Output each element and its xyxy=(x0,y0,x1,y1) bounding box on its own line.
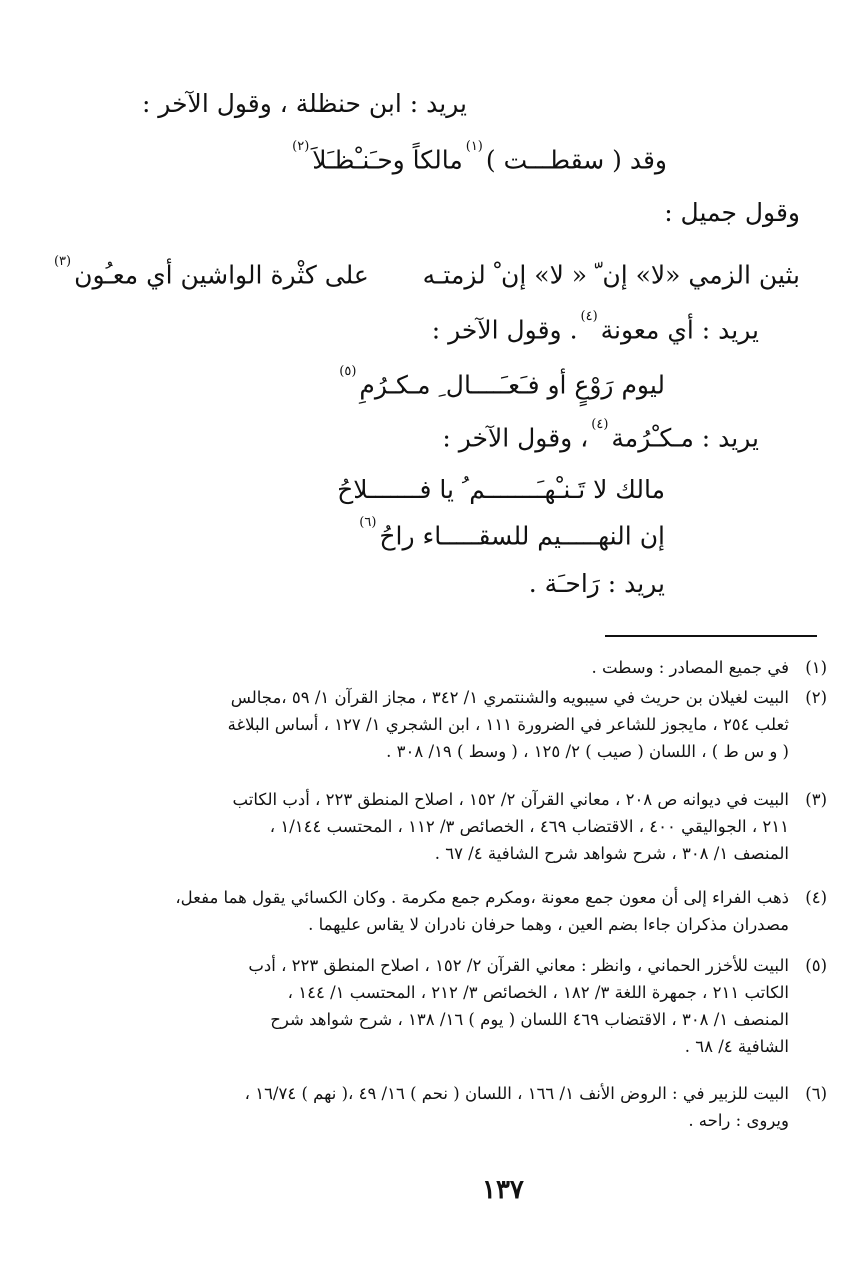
footnote-6 xyxy=(147,1080,827,1134)
footnote-line: مصدران مذكران جاءا بضم العين ، وهما حرفان نادران لا يقاس عليهما . xyxy=(308,915,789,934)
footnote-line: البيت لغيلان بن حريث في سيبويه والشنتمري ١/ ٣٤٢ ، مجاز القرآن ١/ ٥٩ ،مجالس xyxy=(230,688,789,707)
footnote-number: (٥) xyxy=(805,956,827,975)
footnote-line: ( و س ط ) ، اللسان ( صيب ) ٢/ ١٢٥ ، ( وسط ) ١٩/ ٣٠٨ . xyxy=(386,742,789,761)
footnote-number: (٢) xyxy=(805,688,827,707)
footnote-ref[interactable]: (٣) xyxy=(53,254,72,269)
footnote-number: (١) xyxy=(805,658,827,677)
footnote-ref[interactable]: (٤) xyxy=(591,417,609,432)
verse-hemistich-right: بثين الزمي «لا» إن ّ « لا» إن ْ لزمتـه xyxy=(422,260,800,290)
verse-text: إن النهـــــيم للسقـــــاء راحُ xyxy=(379,521,665,551)
verse-line-1 xyxy=(289,140,667,176)
footnote-5 xyxy=(147,952,827,1060)
verse-text: وقد ( سقطـــت ) xyxy=(485,145,667,175)
verse-hemistich-left: على كثْرة الواشين أي معـُون xyxy=(74,260,369,290)
body-line-1 xyxy=(142,88,467,120)
body-text: وقول جميل : xyxy=(664,198,800,227)
footnote-ref[interactable]: (٢) xyxy=(292,139,310,154)
page-number: ١٣٧ xyxy=(482,1175,524,1205)
footnote-number: (٣) xyxy=(805,790,827,809)
footnote-line: ذهب الفراء إلى أن معون جمع معونة ،ومكرم جمع مكرمة . وكان الكسائي يقول هما مفعل، xyxy=(175,888,789,907)
body-text: ، وقول الآخر : xyxy=(442,423,589,453)
verse-text: مالك لا تَـنـْهـَـــــــم ُ يا فـــــــلاحُ xyxy=(337,475,665,504)
body-line-5 xyxy=(432,310,759,346)
footnote-line: في جميع المصادر : وسطت . xyxy=(591,658,789,677)
footnote-ref[interactable]: (١) xyxy=(465,139,483,154)
body-text: يريد : مـكـْرُمة xyxy=(611,423,759,453)
footnote-4 xyxy=(147,884,827,938)
footnote-1 xyxy=(147,654,827,681)
footnote-line: البيت للأخزر الحماني ، وانظر : معاني القرآن ٢/ ١٥٢ ، اصلاح المنطق ٢٢٣ ، أدب xyxy=(248,956,789,975)
footnote-line: الكاتب ٢١١ ، جمهرة اللغة ٣/ ١٨٢ ، الخصائص ٣/ ٢١٢ ، المحتسب ١/ ١٤٤ ، xyxy=(287,983,789,1002)
body-text: يريد : أي معونة xyxy=(600,315,759,345)
footnote-number: (٤) xyxy=(805,888,827,907)
footnote-line: المنصف ١/ ٣٠٨ ، شرح شواهد شرح الشافية ٤/ ٦٧ . xyxy=(434,844,789,863)
footnote-3 xyxy=(147,786,827,867)
verse-text: مالكاً وحـَنـْظـَلاَ xyxy=(312,145,463,175)
footnote-line: البيت للزبير في : الروض الأنف ١/ ١٦٦ ، اللسان ( نحم ) ١٦/ ٤٩ ،( نهم ) ١٦/٧٤ ، xyxy=(244,1084,789,1103)
body-line-7 xyxy=(442,418,759,454)
body-line-10 xyxy=(529,568,665,600)
verse-line-2 xyxy=(51,255,800,291)
footnote-separator xyxy=(605,635,817,637)
footnote-line: ثعلب ٢٥٤ ، مايجوز للشاعر في الضرورة ١١١ ، ابن الشجري ١/ ١٢٧ ، أساس البلاغة xyxy=(227,715,789,734)
body-text: يريد : ابن حنظلة ، وقول الآخر : xyxy=(141,89,467,118)
footnote-ref[interactable]: (٤) xyxy=(580,309,598,324)
footnote-line: الشافية ٤/ ٦٨ . xyxy=(684,1037,789,1056)
footnote-2 xyxy=(147,684,827,765)
verse-line-3 xyxy=(336,365,665,401)
body-line-3 xyxy=(664,197,800,229)
footnote-line: ويروى : راحه . xyxy=(688,1111,789,1130)
footnote-number: (٦) xyxy=(805,1084,827,1103)
body-text: . وقول الآخر : xyxy=(431,315,578,345)
footnote-ref[interactable]: (٥) xyxy=(339,364,357,379)
body-text: يريد : رَاحـَة . xyxy=(528,569,665,598)
verse-line-5 xyxy=(356,516,665,552)
footnote-line: ٢١١ ، الجواليقي ٤٠٠ ، الاقتضاب ٤٦٩ ، الخصائص ٣/ ١١٢ ، المحتسب ١/١٤٤ ، xyxy=(269,817,789,836)
footnote-line: المنصف ١/ ٣٠٨ ، الاقتضاب ٤٦٩ اللسان ( يوم ) ١٦/ ١٣٨ ، شرح شواهد شرح xyxy=(270,1010,789,1029)
footnote-line: البيت في ديوانه ص ٢٠٨ ، معاني القرآن ٢/ ١٥٢ ، اصلاح المنطق ٢٢٣ ، أدب الكاتب xyxy=(232,790,789,809)
verse-text: ليوم رَوْعٍ أو فـَعـَــــال ِ مـكـرُمِ xyxy=(359,370,665,400)
footnote-ref[interactable]: (٦) xyxy=(359,515,377,530)
verse-line-4 xyxy=(337,474,665,506)
